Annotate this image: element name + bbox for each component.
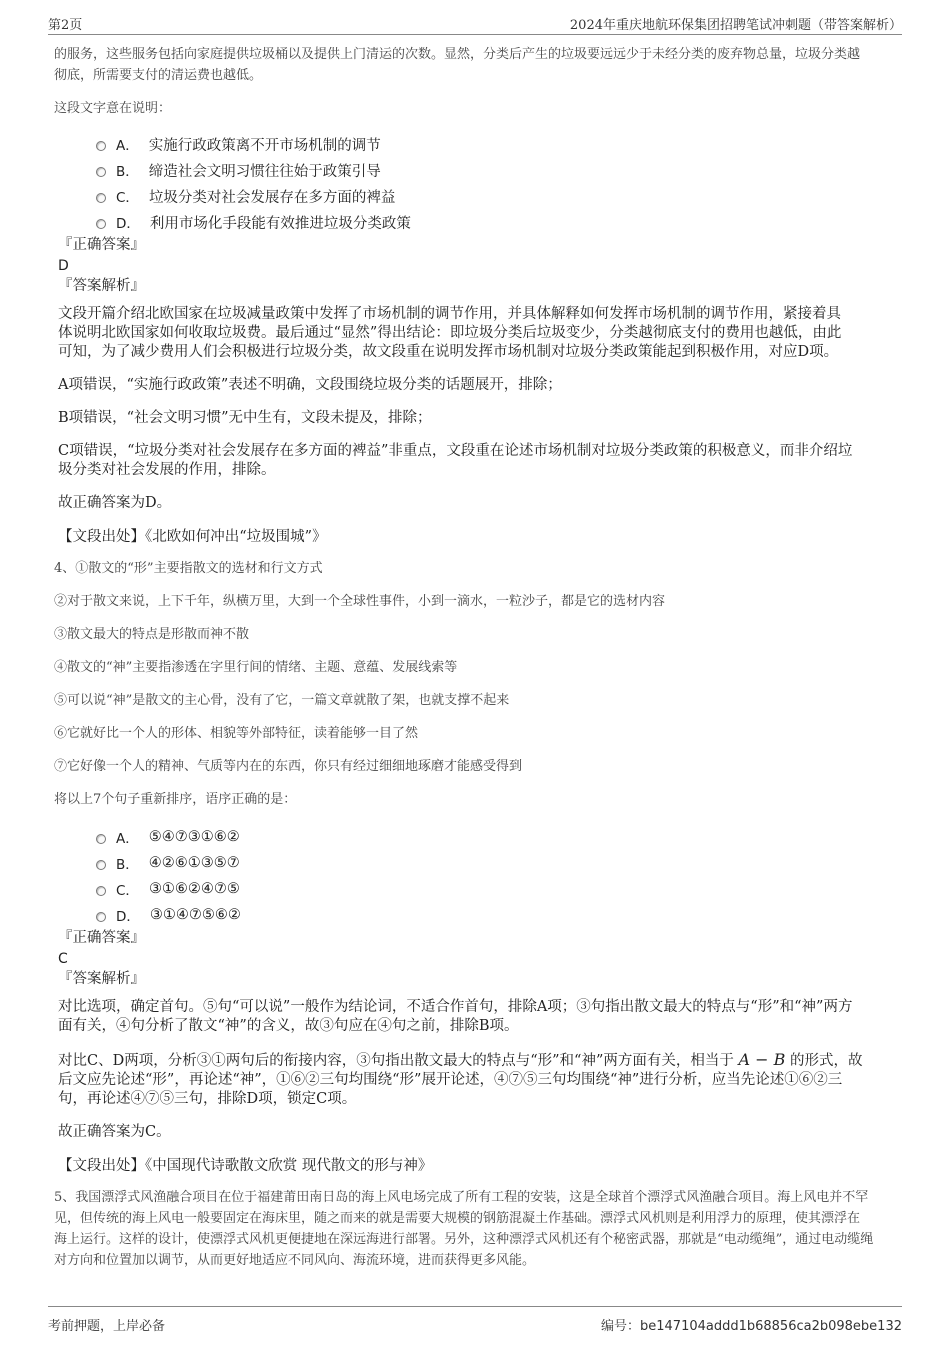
q3-option-d[interactable]: D． 利用市场化手段能有效推进垃圾分类政策 [96, 209, 902, 235]
radio-button[interactable] [96, 167, 106, 177]
q4-sentence: ⑦它好像一个人的精神、气质等内在的东西，你只有经过细细地琢磨才能感受得到 [54, 759, 523, 774]
document-title: 2024年重庆地航环保集团招聘笔试冲刺题（带答案解析） [569, 18, 902, 33]
analysis-line: 对比选项，确定首句。⑤句“可以说”一般作为结论词，不适合作首句，排除A项；③句指出散文最大的特点与“形”和“神”两方 [58, 999, 853, 1015]
q3-analysis [58, 305, 902, 513]
q4-answer-label: 『正确答案』 [58, 930, 145, 946]
math-formula: A − B [738, 1050, 786, 1069]
radio-button[interactable] [96, 141, 106, 151]
radio-button[interactable] [96, 886, 106, 896]
radio-button[interactable] [96, 219, 106, 229]
radio-button[interactable] [96, 860, 106, 870]
document-id: 编号：be147104addd1b68856ca2b098ebe132 [600, 1319, 902, 1334]
page-number: 第2页 [48, 18, 83, 33]
analysis-line: 圾分类对社会发展的作用，排除。 [58, 462, 276, 478]
q3-option-a[interactable]: A． 实施行政政策离不开市场机制的调节 [96, 131, 902, 157]
q4-prompt: 将以上7个句子重新排序，语序正确的是： [54, 792, 297, 807]
analysis-line: 对比C、D两项，分析③①两句后的衔接内容，③句指出散文最大的特点与“形”和“神”两方面有关，相当于 A − B 的形式，故 [58, 1050, 863, 1069]
analysis-line: 句，再论述④⑦⑤三句，排除D项，锁定C项。 [58, 1091, 357, 1107]
q5-stem-line: 5、我国漂浮式风渔融合项目在位于福建莆田南日岛的海上风电场完成了所有工程的安装，这是全球首个漂浮式风渔融合项目。海上风电并不罕 [54, 1190, 869, 1205]
analysis-line: 后文应先论述“形”，再论述“神”，①⑥②三句均围绕“形”展开论述，④⑦⑤三句均围绕“神”进行分析，应当先论述①⑥②三 [58, 1072, 843, 1088]
q4-answer: C [58, 951, 68, 967]
q4-sentence: ②对于散文来说，上下千年，纵横万里，大到一个全球性事件，小到一滴水，一粒沙子，都是它的选材内容 [54, 594, 666, 609]
analysis-line: A项错误，“实施行政政策”表述不明确，文段围绕垃圾分类的话题展开，排除； [58, 377, 562, 393]
q3-option-b[interactable]: B． 缔造社会文明习惯往往始于政策引导 [96, 157, 902, 183]
page-footer [48, 1306, 902, 1337]
q4-source: 【文段出处】《中国现代诗歌散文欣赏 现代散文的形与神》 [58, 1158, 433, 1174]
q4-option-d[interactable]: D． ③①④⑦⑤⑥② [96, 902, 902, 928]
q3-source: 【文段出处】《北欧如何冲出“垃圾围城”》 [58, 529, 327, 545]
footer-slogan: 考前押题，上岸必备 [48, 1319, 166, 1334]
radio-button[interactable] [96, 193, 106, 203]
analysis-line: 文段开篇介绍北欧国家在垃圾减量政策中发挥了市场机制的调节作用，并具体解释如何发挥市场机制的调节作用，紧接着具 [58, 306, 841, 322]
analysis-line: 面有关，④句分析了散文“神”的含义，故③句应在④句之前，排除B项。 [58, 1018, 519, 1034]
analysis-line: 可知，为了减少费用人们会积极进行垃圾分类，故文段重在说明发挥市场机制对垃圾分类政策能起到积极作用，对应D项。 [58, 344, 839, 360]
q5-stem-line: 见，但传统的海上风电一般要固定在海床里，随之而来的就是需要大规模的钢筋混凝土作基础。漂浮式风机则是利用浮力的原理，使其漂浮在 [54, 1211, 861, 1226]
q4-option-b[interactable]: B． ④②⑥①③⑤⑦ [96, 850, 902, 876]
q4-sentence: ⑤可以说“神”是散文的主心骨，没有了它，一篇文章就散了架，也就支撑不起来 [54, 693, 510, 708]
q4-sentence: ④散文的“神”主要指渗透在字里行间的情绪、主题、意蕴、发展线索等 [54, 660, 458, 675]
q5-stem-line: 对方向和位置加以调节，从而更好地适应不同风向、海流环境，进而获得更多风能。 [54, 1253, 536, 1268]
q3-stem-line: 彻底，所需要支付的清运费也越低。 [54, 68, 263, 83]
q4-options [96, 824, 902, 928]
analysis-line: C项错误，“垃圾分类对社会发展存在多方面的裨益”非重点，文段重在论述市场机制对垃圾分类政策的积极意义，而非介绍垃 [58, 443, 853, 459]
radio-button[interactable] [96, 834, 106, 844]
q4-stem: 4、①散文的“形”主要指散文的选材和行文方式 [54, 561, 323, 576]
q3-option-c[interactable]: C． 垃圾分类对社会发展存在多方面的裨益 [96, 183, 902, 209]
q4-sentence: ③散文最大的特点是形散而神不散 [54, 627, 250, 642]
analysis-line: B项错误，“社会文明习惯”无中生有，文段未提及，排除； [58, 410, 432, 426]
q4-analysis [58, 998, 902, 1142]
page-content [54, 44, 902, 1271]
q4-analysis-label: 『答案解析』 [58, 971, 145, 987]
q3-analysis-label: 『答案解析』 [58, 278, 145, 294]
q3-answer: D [58, 258, 69, 274]
analysis-conclusion: 故正确答案为D。 [58, 495, 172, 511]
radio-button[interactable] [96, 912, 106, 922]
q3-prompt: 这段文字意在说明： [54, 101, 172, 116]
analysis-conclusion: 故正确答案为C。 [58, 1124, 171, 1140]
q4-sentence: ⑥它就好比一个人的形体、相貌等外部特征，读着能够一目了然 [54, 726, 419, 741]
page-header [48, 10, 902, 35]
q3-stem-line: 的服务，这些服务包括向家庭提供垃圾桶以及提供上门清运的次数。显然，分类后产生的垃圾要远远少于未经分类的废弃物总量，垃圾分类越 [54, 47, 861, 62]
analysis-line: 体说明北欧国家如何收取垃圾费。最后通过“显然”得出结论：即垃圾分类后垃圾变少，分类越彻底支付的费用也越低，由此 [58, 325, 842, 341]
q4-option-c[interactable]: C． ③①⑥②④⑦⑤ [96, 876, 902, 902]
q3-options [96, 131, 902, 235]
q5-stem-line: 海上运行。这样的设计，使漂浮式风机更便捷地在深远海进行部署。另外，这种漂浮式风机还有个秘密武器，那就是“电动缆绳”，通过电动缆绳 [54, 1232, 874, 1247]
q4-option-a[interactable]: A． ⑤④⑦③①⑥② [96, 824, 902, 850]
q3-answer-label: 『正确答案』 [58, 237, 145, 253]
